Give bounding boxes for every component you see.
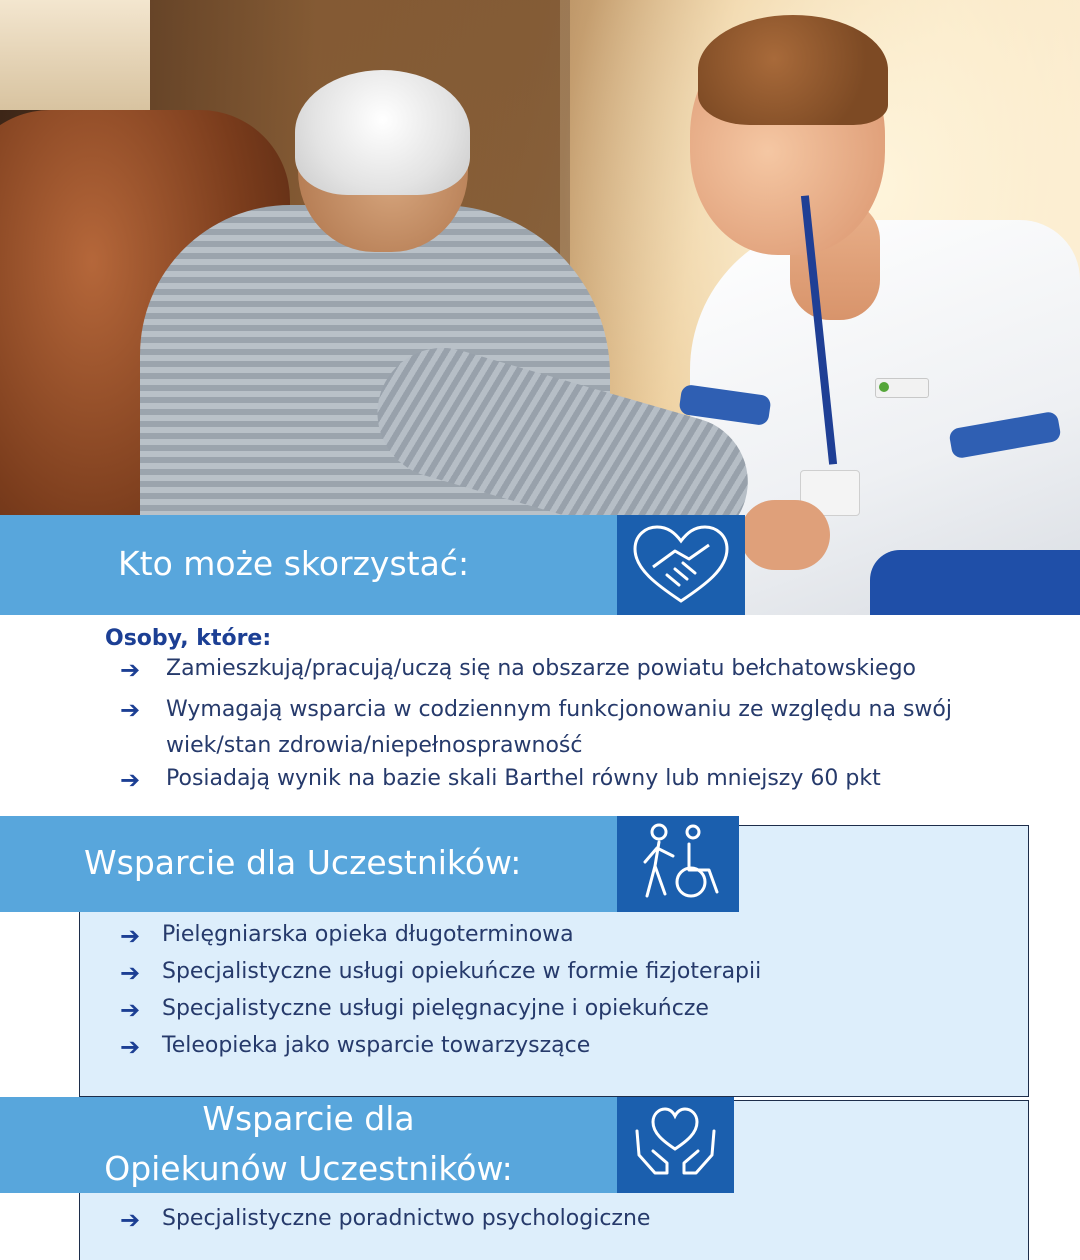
section2-icon-box (617, 816, 739, 912)
arrow-right-icon: ➔ (120, 922, 141, 950)
list-item (120, 1033, 1020, 1070)
hands-holding-heart-icon (617, 1097, 734, 1193)
caregiver-wheelchair-icon (617, 816, 739, 912)
caregiver-pants (870, 550, 1080, 615)
list-item (120, 959, 1020, 996)
background-window (0, 0, 150, 110)
section2-title: Wsparcie dla Uczestników: (84, 843, 522, 882)
list-item (120, 656, 1040, 692)
list-item-text: Zamieszkują/pracują/uczą się na obszarze powiatu bełchatowskiego (166, 656, 917, 681)
list-item-text: Posiadają wynik na bazie skali Barthel równy lub mniejszy 60 pkt (166, 766, 881, 791)
arrow-right-icon: ➔ (120, 656, 141, 684)
section1-subtitle: Osoby, które: (105, 626, 272, 651)
caregiver-hair (698, 15, 888, 125)
list-item (120, 692, 1040, 766)
list-item (120, 766, 1040, 802)
list-item-text: Specjalistyczne usługi opiekuńcze w formie fizjoterapii (162, 959, 762, 984)
section3-icon-box (617, 1097, 734, 1193)
section1-icon-box (617, 515, 745, 615)
arrow-right-icon: ➔ (120, 1206, 141, 1234)
arrow-right-icon: ➔ (120, 766, 141, 794)
section1-list (120, 656, 1040, 802)
list-item-text: Teleopieka jako wsparcie towarzyszące (162, 1033, 591, 1058)
list-item-text: Specjalistyczne usługi pielęgnacyjne i opiekuńcze (162, 996, 709, 1021)
section3-list (120, 1206, 1020, 1243)
caregiver-hand (740, 500, 830, 570)
section1-title: Kto może skorzystać: (118, 544, 470, 583)
list-item (120, 996, 1020, 1033)
section3-title-line1: Wsparcie dla (202, 1099, 415, 1138)
arrow-right-icon: ➔ (120, 996, 141, 1024)
list-item-text: Specjalistyczne poradnictwo psychologiczne (162, 1206, 651, 1231)
list-item (120, 922, 1020, 959)
arrow-right-icon: ➔ (120, 959, 141, 987)
list-item-text: Pielęgniarska opieka długoterminowa (162, 922, 574, 947)
name-tag-logo (879, 382, 889, 392)
senior-man-hair (295, 70, 470, 195)
heart-handshake-icon (617, 515, 745, 615)
arrow-right-icon: ➔ (120, 696, 141, 724)
section2-list (120, 922, 1020, 1070)
list-item (120, 1206, 1020, 1243)
arrow-right-icon: ➔ (120, 1033, 141, 1061)
section3-title-line2: Opiekunów Uczestników: (104, 1149, 513, 1188)
list-item-text: Wymagają wsparcia w codziennym funkcjonowaniu ze względu na swój wiek/stan zdrowia/niepełnosprawność (166, 697, 952, 758)
